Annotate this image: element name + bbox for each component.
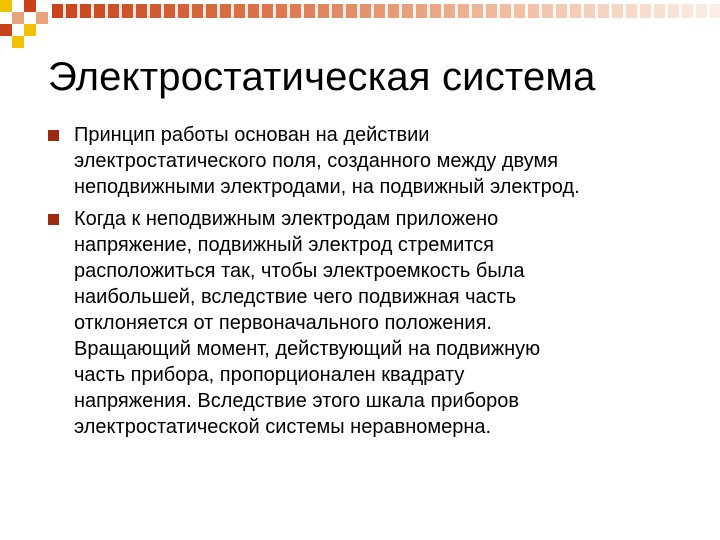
square-bullet-icon (48, 214, 59, 225)
corner-square (36, 12, 48, 24)
corner-square (0, 24, 12, 36)
decorative-corner-pattern (0, 0, 60, 50)
corner-square (12, 12, 24, 24)
corner-square (36, 0, 48, 12)
bullet-text-line: расположиться так, чтобы электроемкость была (74, 260, 525, 282)
bullet-item (44, 206, 684, 440)
bullet-text-line: Вращающий момент, действующий на подвижную (74, 338, 541, 360)
corner-square (0, 0, 12, 12)
corner-square (0, 12, 12, 24)
bullet-list (44, 122, 684, 446)
corner-square (12, 0, 24, 12)
bullet-text-line: неподвижными электродами, на подвижный электрод. (74, 176, 580, 198)
bullet-text-line: Когда к неподвижным электродам приложено (74, 208, 499, 230)
bullet-item (44, 122, 684, 200)
corner-square (12, 36, 24, 48)
bullet-text-line: напряжения. Вследствие этого шкала приборов (74, 390, 520, 412)
corner-square (24, 0, 36, 12)
bullet-text-line: электростатической системы неравномерна. (74, 416, 492, 438)
bullet-text-line: часть прибора, пропорционален квадрату (74, 364, 465, 386)
corner-square (12, 24, 24, 36)
square-bullet-icon (48, 130, 59, 141)
slide-title: Электростатическая система (48, 55, 596, 99)
corner-square (0, 36, 12, 48)
corner-square (24, 24, 36, 36)
decorative-top-stripes (52, 4, 720, 18)
bullet-text-line: Принцип работы основан на действии (74, 124, 430, 146)
bullet-text-line: напряжение, подвижный электрод стремится (74, 234, 495, 256)
bullet-text-line: наибольшей, вследствие чего подвижная часть (74, 286, 517, 308)
bullet-text-line: электростатического поля, созданного между двумя (74, 150, 559, 172)
corner-square (24, 12, 36, 24)
bullet-text-line: отклоняется от первоначального положения. (74, 312, 492, 334)
